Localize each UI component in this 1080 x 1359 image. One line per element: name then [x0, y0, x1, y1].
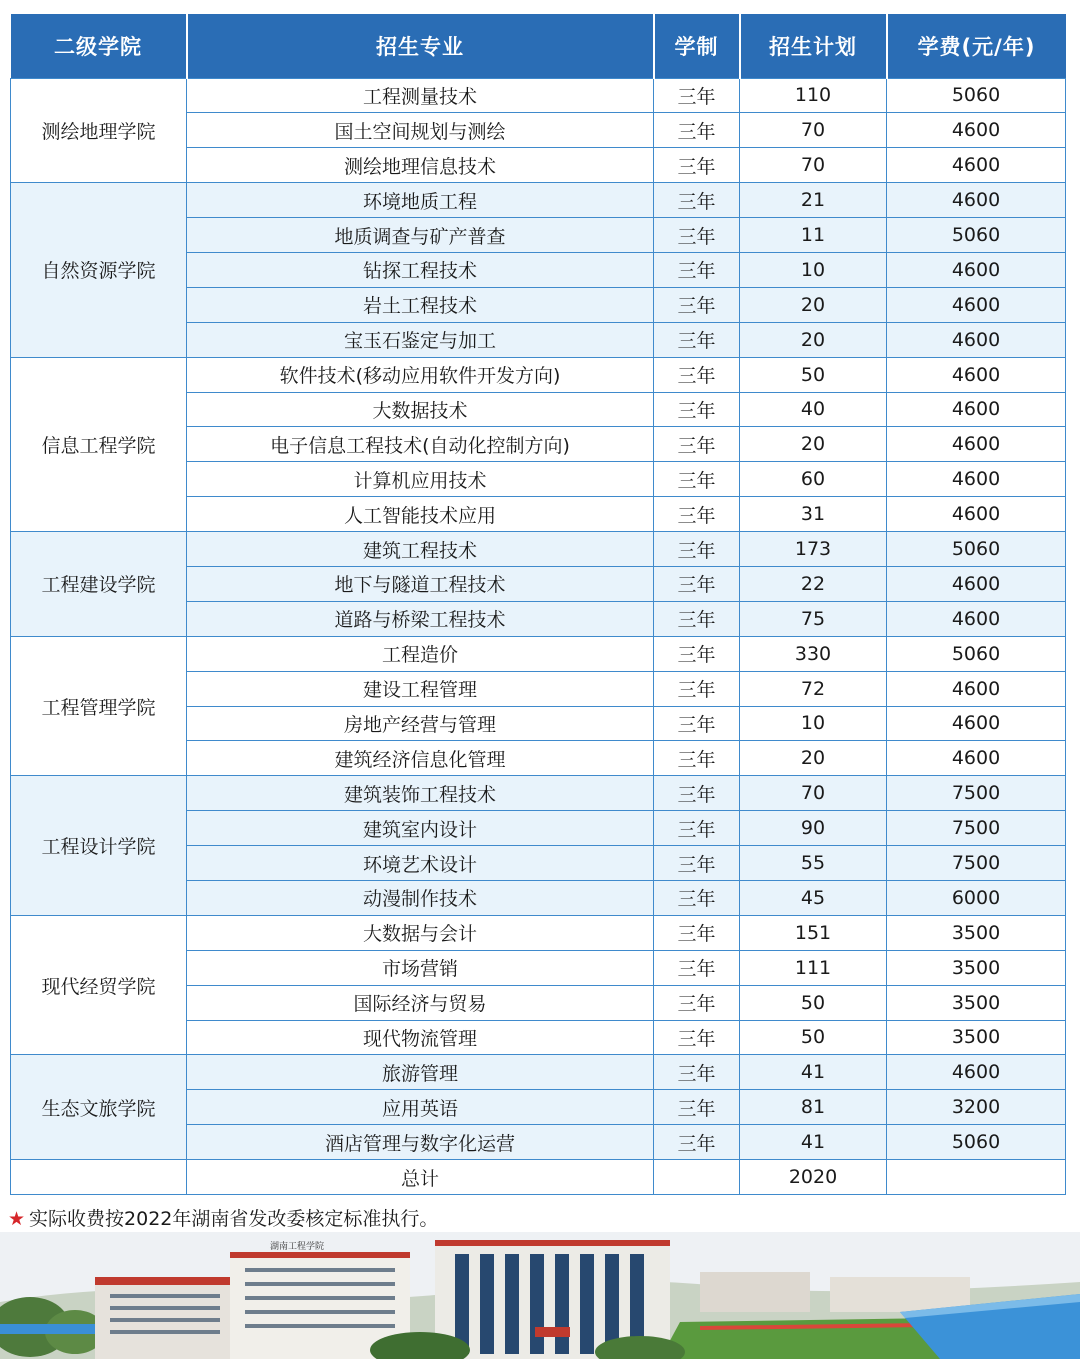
plan-cell: 45 — [740, 880, 887, 915]
plan-cell: 111 — [740, 950, 887, 985]
tuition-cell: 7500 — [887, 846, 1066, 881]
college-cell: 工程管理学院 — [11, 636, 187, 776]
duration-cell: 三年 — [654, 532, 740, 567]
duration-cell: 三年 — [654, 148, 740, 183]
header-plan: 招生计划 — [740, 14, 887, 78]
major-cell: 测绘地理信息技术 — [187, 148, 654, 183]
college-cell: 工程设计学院 — [11, 776, 187, 916]
duration-cell: 三年 — [654, 706, 740, 741]
plan-cell: 173 — [740, 532, 887, 567]
duration-cell: 三年 — [654, 880, 740, 915]
plan-cell: 50 — [740, 357, 887, 392]
duration-cell: 三年 — [654, 427, 740, 462]
major-cell: 旅游管理 — [187, 1055, 654, 1090]
tuition-cell: 3200 — [887, 1090, 1066, 1125]
plan-cell: 41 — [740, 1055, 887, 1090]
tuition-cell: 4600 — [887, 252, 1066, 287]
duration-cell: 三年 — [654, 741, 740, 776]
total-plan-cell: 2020 — [740, 1160, 887, 1195]
duration-cell: 三年 — [654, 811, 740, 846]
duration-cell: 三年 — [654, 985, 740, 1020]
duration-cell: 三年 — [654, 915, 740, 950]
duration-cell: 三年 — [654, 950, 740, 985]
major-cell: 建筑室内设计 — [187, 811, 654, 846]
tuition-cell: 3500 — [887, 985, 1066, 1020]
table-row — [11, 183, 1066, 218]
table-row — [11, 636, 1066, 671]
tuition-cell: 4600 — [887, 427, 1066, 462]
table-body — [11, 78, 1066, 1195]
tuition-cell: 5060 — [887, 636, 1066, 671]
major-cell: 地质调查与矿产普查 — [187, 218, 654, 253]
major-cell: 软件技术(移动应用软件开发方向) — [187, 357, 654, 392]
major-cell: 岩土工程技术 — [187, 287, 654, 322]
table-row — [11, 532, 1066, 567]
duration-cell: 三年 — [654, 322, 740, 357]
tuition-cell: 4600 — [887, 392, 1066, 427]
tuition-cell: 7500 — [887, 776, 1066, 811]
total-tuition-empty-cell — [887, 1160, 1066, 1195]
major-cell: 建筑经济信息化管理 — [187, 741, 654, 776]
table-row — [11, 1055, 1066, 1090]
major-cell: 酒店管理与数字化运营 — [187, 1125, 654, 1160]
plan-cell: 22 — [740, 566, 887, 601]
duration-cell: 三年 — [654, 636, 740, 671]
campus-illustration — [0, 1232, 1080, 1359]
duration-cell: 三年 — [654, 287, 740, 322]
major-cell: 地下与隧道工程技术 — [187, 566, 654, 601]
major-cell: 应用英语 — [187, 1090, 654, 1125]
major-cell: 电子信息工程技术(自动化控制方向) — [187, 427, 654, 462]
major-cell: 建筑工程技术 — [187, 532, 654, 567]
duration-cell: 三年 — [654, 776, 740, 811]
major-cell: 环境艺术设计 — [187, 846, 654, 881]
major-cell: 房地产经营与管理 — [187, 706, 654, 741]
tuition-cell: 3500 — [887, 950, 1066, 985]
duration-cell: 三年 — [654, 1125, 740, 1160]
plan-cell: 75 — [740, 601, 887, 636]
tuition-cell: 4600 — [887, 671, 1066, 706]
tuition-cell: 4600 — [887, 706, 1066, 741]
header-college: 二级学院 — [11, 14, 187, 78]
duration-cell: 三年 — [654, 392, 740, 427]
plan-cell: 70 — [740, 776, 887, 811]
major-cell: 钻探工程技术 — [187, 252, 654, 287]
enrollment-table-container — [10, 14, 1065, 1195]
major-cell: 宝玉石鉴定与加工 — [187, 322, 654, 357]
plan-cell: 72 — [740, 671, 887, 706]
duration-cell: 三年 — [654, 252, 740, 287]
footnote — [8, 1204, 438, 1231]
total-label-cell: 总计 — [187, 1160, 654, 1195]
plan-cell: 110 — [740, 78, 887, 113]
major-cell: 道路与桥梁工程技术 — [187, 601, 654, 636]
plan-cell: 70 — [740, 148, 887, 183]
college-cell: 信息工程学院 — [11, 357, 187, 531]
total-row — [11, 1160, 1066, 1195]
major-cell: 大数据技术 — [187, 392, 654, 427]
plan-cell: 55 — [740, 846, 887, 881]
duration-cell: 三年 — [654, 671, 740, 706]
table-row — [11, 915, 1066, 950]
college-cell: 测绘地理学院 — [11, 78, 187, 183]
major-cell: 建筑装饰工程技术 — [187, 776, 654, 811]
tuition-cell: 5060 — [887, 78, 1066, 113]
college-cell: 现代经贸学院 — [11, 915, 187, 1055]
major-cell: 工程造价 — [187, 636, 654, 671]
duration-cell: 三年 — [654, 497, 740, 532]
plan-cell: 50 — [740, 1020, 887, 1055]
plan-cell: 20 — [740, 741, 887, 776]
major-cell: 工程测量技术 — [187, 78, 654, 113]
plan-cell: 20 — [740, 322, 887, 357]
plan-cell: 70 — [740, 113, 887, 148]
footnote-text: 实际收费按2022年湖南省发改委核定标准执行。 — [29, 1208, 439, 1230]
tuition-cell: 5060 — [887, 532, 1066, 567]
plan-cell: 330 — [740, 636, 887, 671]
plan-cell: 50 — [740, 985, 887, 1020]
plan-cell: 90 — [740, 811, 887, 846]
major-cell: 计算机应用技术 — [187, 462, 654, 497]
table-header-row — [11, 14, 1066, 78]
tuition-cell: 4600 — [887, 601, 1066, 636]
major-cell: 动漫制作技术 — [187, 880, 654, 915]
plan-cell: 10 — [740, 252, 887, 287]
tuition-cell: 3500 — [887, 915, 1066, 950]
plan-cell: 151 — [740, 915, 887, 950]
duration-cell: 三年 — [654, 1020, 740, 1055]
major-cell: 市场营销 — [187, 950, 654, 985]
duration-cell: 三年 — [654, 1090, 740, 1125]
campus-photo — [0, 1232, 1080, 1359]
major-cell: 大数据与会计 — [187, 915, 654, 950]
tuition-cell: 4600 — [887, 322, 1066, 357]
college-cell: 工程建设学院 — [11, 532, 187, 637]
header-tuition: 学费(元/年) — [887, 14, 1066, 78]
duration-cell: 三年 — [654, 601, 740, 636]
table-row — [11, 78, 1066, 113]
duration-cell: 三年 — [654, 113, 740, 148]
plan-cell: 11 — [740, 218, 887, 253]
plan-cell: 81 — [740, 1090, 887, 1125]
tuition-cell: 4600 — [887, 148, 1066, 183]
tuition-cell: 4600 — [887, 357, 1066, 392]
enrollment-table — [10, 14, 1066, 1195]
plan-cell: 20 — [740, 427, 887, 462]
tuition-cell: 4600 — [887, 566, 1066, 601]
plan-cell: 41 — [740, 1125, 887, 1160]
tuition-cell: 3500 — [887, 1020, 1066, 1055]
tuition-cell: 5060 — [887, 218, 1066, 253]
college-cell: 生态文旅学院 — [11, 1055, 187, 1160]
plan-cell: 60 — [740, 462, 887, 497]
tuition-cell: 4600 — [887, 113, 1066, 148]
plan-cell: 10 — [740, 706, 887, 741]
major-cell: 国土空间规划与测绘 — [187, 113, 654, 148]
duration-cell: 三年 — [654, 846, 740, 881]
tuition-cell: 4600 — [887, 287, 1066, 322]
header-major: 招生专业 — [187, 14, 654, 78]
star-icon: ★ — [8, 1208, 26, 1230]
header-duration: 学制 — [654, 14, 740, 78]
plan-cell: 31 — [740, 497, 887, 532]
tuition-cell: 4600 — [887, 1055, 1066, 1090]
tuition-cell: 5060 — [887, 1125, 1066, 1160]
duration-cell: 三年 — [654, 183, 740, 218]
tuition-cell: 4600 — [887, 741, 1066, 776]
duration-cell: 三年 — [654, 218, 740, 253]
college-cell: 自然资源学院 — [11, 183, 187, 357]
major-cell: 国际经济与贸易 — [187, 985, 654, 1020]
building-signage: 湖南工程学院 — [270, 1241, 325, 1251]
duration-cell: 三年 — [654, 566, 740, 601]
tuition-cell: 4600 — [887, 497, 1066, 532]
duration-cell: 三年 — [654, 78, 740, 113]
total-empty-cell — [11, 1160, 187, 1195]
major-cell: 人工智能技术应用 — [187, 497, 654, 532]
major-cell: 现代物流管理 — [187, 1020, 654, 1055]
duration-cell: 三年 — [654, 357, 740, 392]
tuition-cell: 6000 — [887, 880, 1066, 915]
tuition-cell: 7500 — [887, 811, 1066, 846]
tuition-cell: 4600 — [887, 183, 1066, 218]
major-cell: 建设工程管理 — [187, 671, 654, 706]
plan-cell: 40 — [740, 392, 887, 427]
plan-cell: 21 — [740, 183, 887, 218]
duration-cell: 三年 — [654, 1055, 740, 1090]
plan-cell: 20 — [740, 287, 887, 322]
tuition-cell: 4600 — [887, 462, 1066, 497]
total-duration-empty-cell — [654, 1160, 740, 1195]
duration-cell: 三年 — [654, 462, 740, 497]
table-row — [11, 776, 1066, 811]
table-row — [11, 357, 1066, 392]
major-cell: 环境地质工程 — [187, 183, 654, 218]
